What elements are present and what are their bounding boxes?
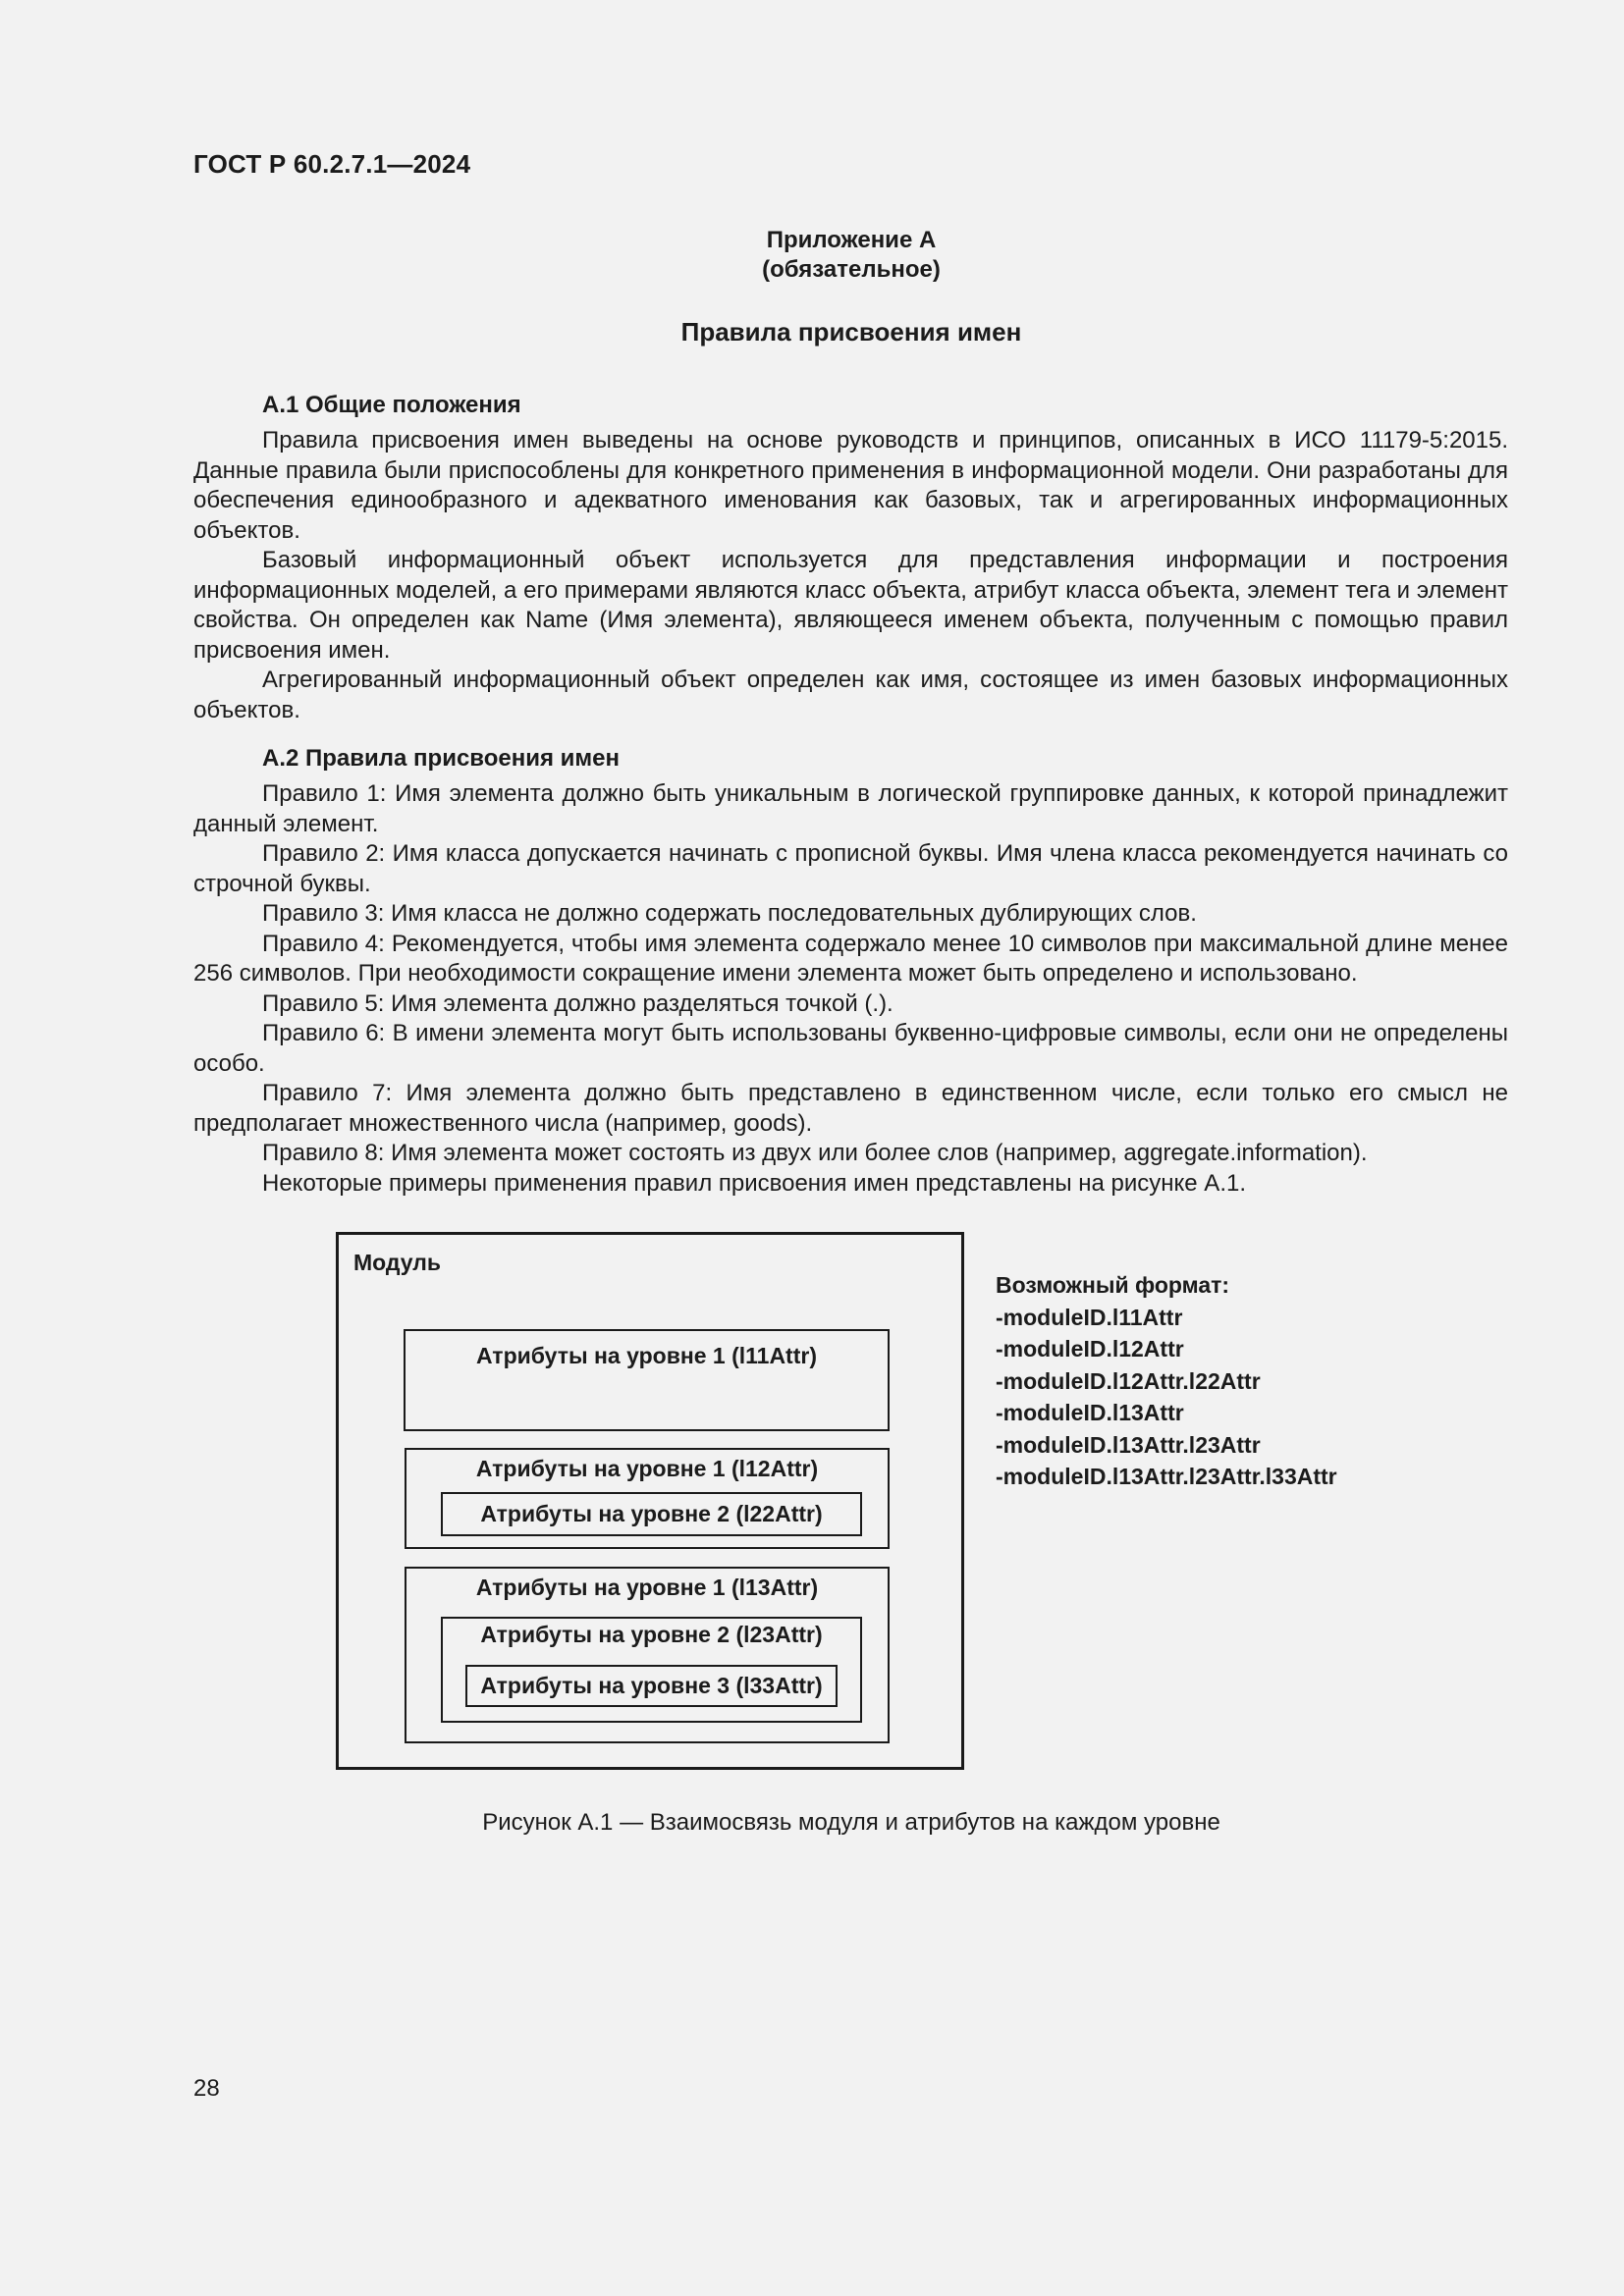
format-item: -moduleID.l13Attr xyxy=(996,1400,1184,1425)
box-label: Атрибуты на уровне 3 (l33Attr) xyxy=(480,1673,823,1698)
document-header: ГОСТ Р 60.2.7.1—2024 xyxy=(193,149,471,179)
section-title-text: Правила присвоения имен xyxy=(680,317,1022,347)
level2-box-l22 xyxy=(441,1492,862,1536)
level1-box-l12 xyxy=(405,1448,890,1549)
paragraph: Правила присвоения имен выведены на основе руководств и принципов, описанных в ИСО 11179-5:2015. Данные правила были приспособлены для конкретного применения в информационной модели. Они разработаны для обеспечения единообразного и адекватного именования как базовых, так и агрегированных информационных объектов. xyxy=(193,427,1508,544)
level2-box-l23 xyxy=(441,1617,862,1723)
format-list xyxy=(996,1269,1337,1493)
page-number: 28 xyxy=(193,2075,220,2102)
format-item: -moduleID.l11Attr xyxy=(996,1304,1183,1330)
appendix-title: Приложение А xyxy=(766,227,937,253)
section-2 xyxy=(193,744,1508,1199)
appendix-section-title xyxy=(0,317,1624,347)
rule-paragraph: Правило 1: Имя элемента должно быть уникальным в логической группировке данных, к которой принадлежит данный элемент. xyxy=(193,780,1508,837)
box-label: Атрибуты на уровне 1 (l12Attr) xyxy=(475,1456,819,1481)
rule-paragraph: Правило 8: Имя элемента может состоять из двух или более слов (например, aggregate.information). xyxy=(262,1140,1368,1166)
format-item: -moduleID.l13Attr.l23Attr xyxy=(996,1431,1261,1458)
section-1 xyxy=(193,391,1508,725)
rule-paragraph: Правило 7: Имя элемента должно быть представлено в единственном числе, если только его смысл не предполагает множественного числа (например, goods). xyxy=(193,1080,1508,1137)
rule-paragraph: Правило 2: Имя класса допускается начинать с прописной буквы. Имя члена класса рекомендуется начинать со строчной буквы. xyxy=(193,840,1508,897)
rule-paragraph: Правило 4: Рекомендуется, чтобы имя элемента содержало менее 10 символов при максимальной длине менее 256 символов. При необходимости сокращение имени элемента может быть определено и использовано. xyxy=(193,930,1508,987)
rule-paragraph: Правило 3: Имя класса не должно содержать последовательных дублирующих слов. xyxy=(262,900,1197,927)
box-label: Атрибуты на уровне 2 (l22Attr) xyxy=(480,1501,823,1526)
rule-paragraph: Правило 5: Имя элемента должно разделяться точкой (.). xyxy=(262,989,893,1017)
appendix-title-block xyxy=(0,226,1624,285)
paragraph: Агрегированный информационный объект определен как имя, состоящее из имен базовых информационных объектов. xyxy=(193,667,1508,723)
format-item: -moduleID.l12Attr xyxy=(996,1336,1184,1362)
module-label: Модуль xyxy=(353,1250,442,1275)
format-item: -moduleID.l12Attr.l22Attr xyxy=(996,1367,1261,1394)
level1-box-l11 xyxy=(404,1329,890,1431)
format-item: -moduleID.l13Attr.l23Attr.l33Attr xyxy=(996,1464,1337,1489)
figure-caption-text: Рисунок А.1 — Взаимосвязь модуля и атрибутов на каждом уровне xyxy=(482,1809,1220,1836)
appendix-status: (обязательное) xyxy=(762,256,941,283)
level3-box-l33 xyxy=(465,1665,838,1707)
level1-box-l13 xyxy=(405,1567,890,1743)
section-1-heading: А.1 Общие положения xyxy=(262,392,521,418)
section-2-heading: А.2 Правила присвоения имен xyxy=(262,745,621,772)
paragraph: Базовый информационный объект используется для представления информации и построения информационных моделей, а его примерами являются класс объекта, атрибут класса объекта, элемент тега и элемент свойства. Он определен как Name (Имя элемента), являющееся именем объекта, полученным с помощью правил присвоения имен. xyxy=(193,547,1508,664)
box-label: Атрибуты на уровне 1 (l11Attr) xyxy=(476,1343,817,1368)
rule-paragraph: Правило 6: В имени элемента могут быть использованы буквенно-цифровые символы, если они не определены особо. xyxy=(193,1020,1508,1077)
figure-reference-paragraph: Некоторые примеры применения правил присвоения имен представлены на рисунке А.1. xyxy=(262,1169,1246,1197)
box-label: Атрибуты на уровне 2 (l23Attr) xyxy=(480,1622,823,1647)
figure-caption xyxy=(0,1809,1624,1837)
box-label: Атрибуты на уровне 1 (l13Attr) xyxy=(475,1575,819,1600)
module-diagram xyxy=(336,1232,964,1770)
format-title: Возможный формат: xyxy=(996,1272,1230,1298)
